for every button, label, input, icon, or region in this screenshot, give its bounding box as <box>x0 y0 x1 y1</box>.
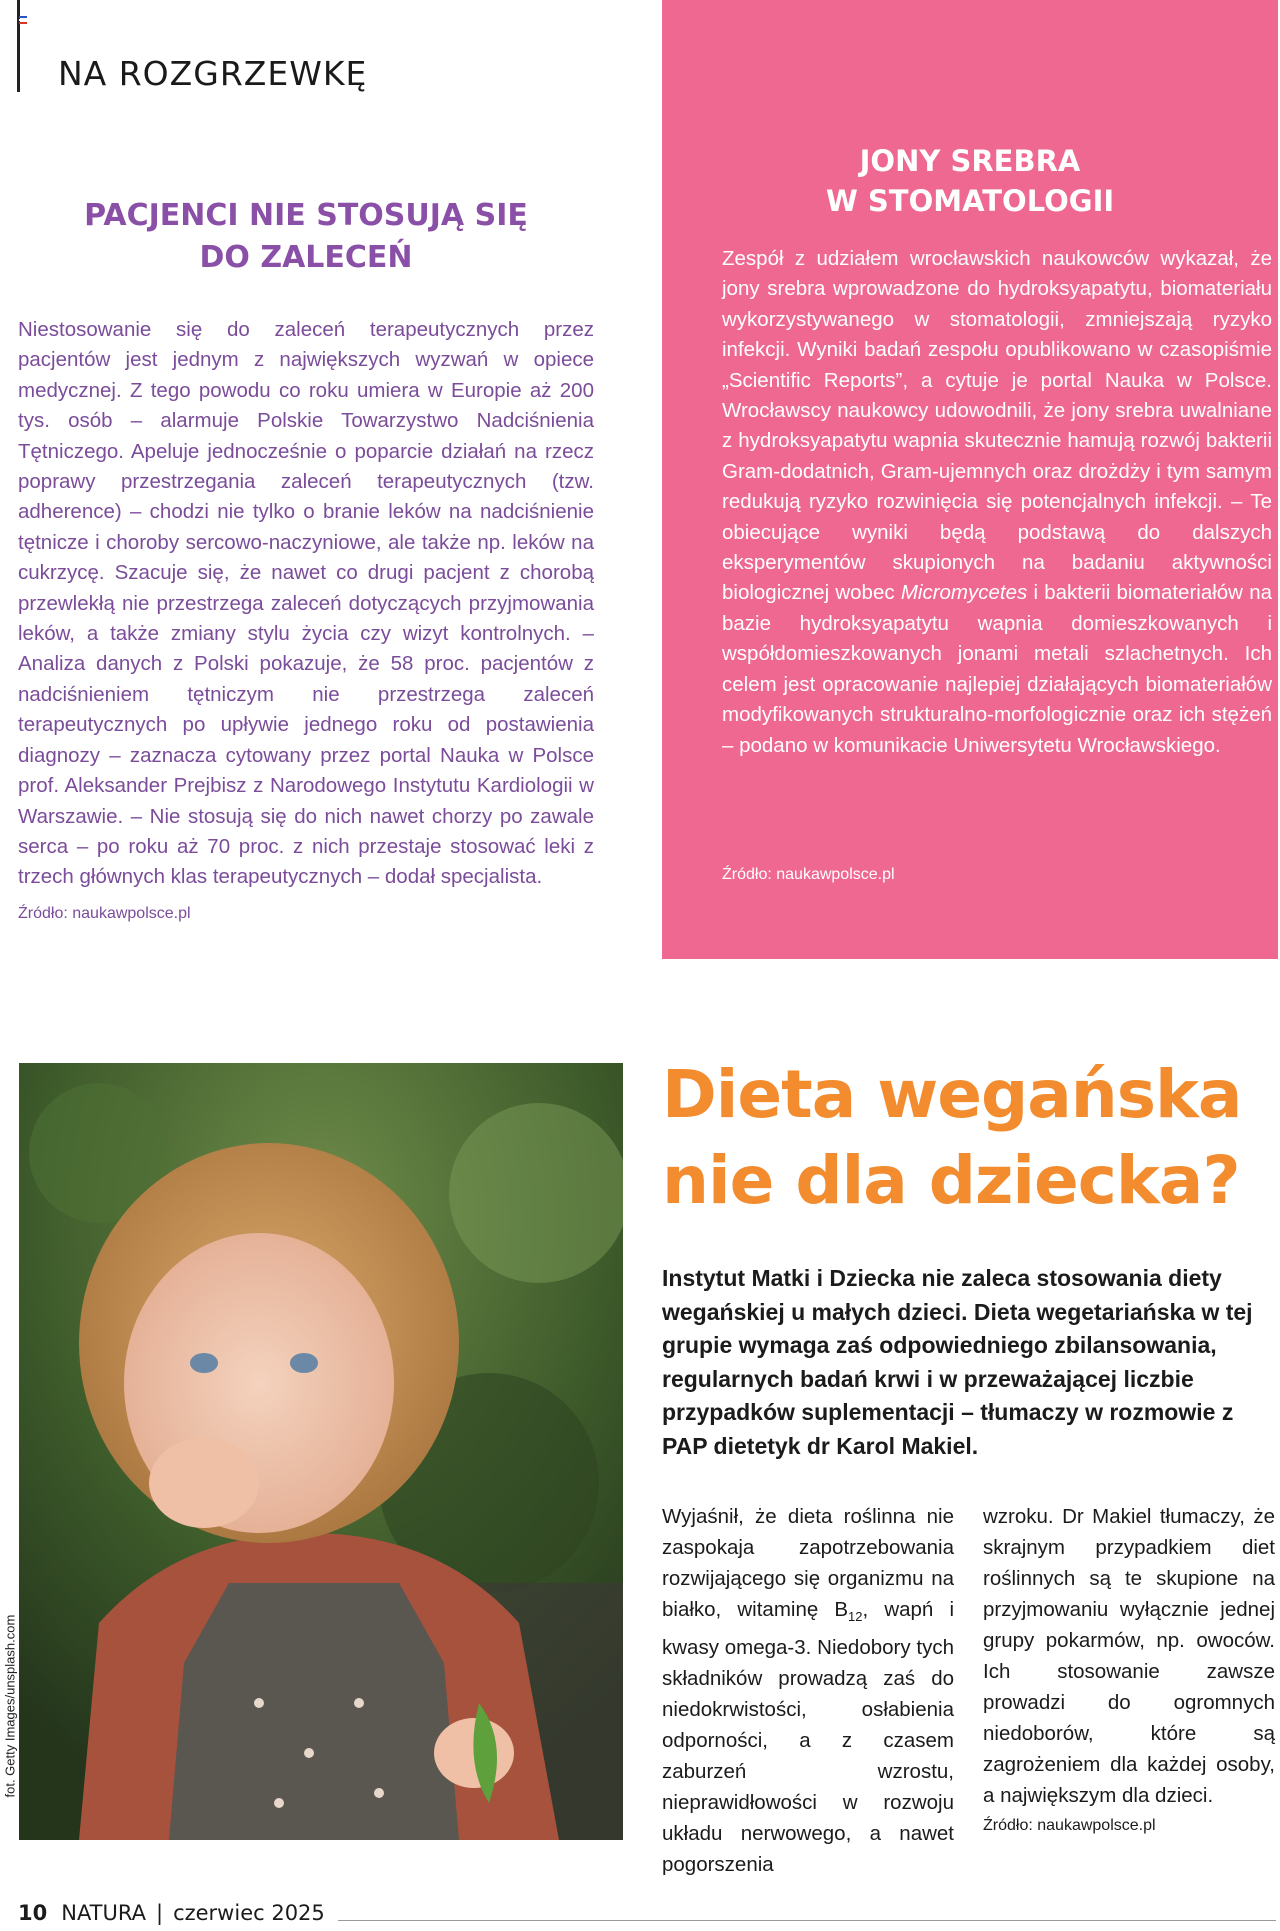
footer-separator: | <box>155 1901 164 1925</box>
child-photo <box>19 1063 623 1840</box>
article-body: Niestosowanie się do zaleceń terapeutycznych przez pacjentów jest jednym z największych wyzwań w opiece medycznej. Z tego powodu co roku umiera w Europie aż 200 tys. osób – alarmuje Polskie Towarzystwo Nadciśnienia Tętniczego. Apeluje jednocześnie o poparcie działań na rzecz poprawy przestrzegania zaleceń terapeutycznych (tzw. adherence) – chodzi nie tylko o branie leków na nadciśnienie tętnicze i choroby sercowo-naczyniowe, ale także np. leków na cukrzycę. Szacuje się, że nawet co drugi pacjent z chorobą przewlekłą nie przestrzega zaleceń dotyczących przyjmowania leków, a także zmiany stylu życia czy wizyt kontrolnych. – Analiza danych z Polski pokazuje, że 58 proc. pacjentów z nadciśnieniem tętniczym nie przestrzega zaleceń terapeutycznych po upływie jednego roku od postawienia diagnozy – zaznacza cytowany przez portal Nauka w Polsce prof. Aleksander Prejbisz z Narodowego Instytutu Kardiologii w Warszawie. – Nie stosują się do nich nawet chorzy po zawale serca – po roku aż 70 proc. z nich przestaje stosować leki z trzech głównych klas terapeutycznych – dodał specjalista. <box>18 318 594 889</box>
article-silver-ions <box>662 0 1278 959</box>
issue-date: czerwiec 2025 <box>173 1901 325 1925</box>
vegan-article-title: Dieta wegańska nie dla dziecka? <box>662 1056 1242 1219</box>
article-heading: PACJENCI NIE STOSUJĄ SIĘ DO ZALECEŃ <box>84 198 528 275</box>
vegan-article-lead: Instytut Matki i Dziecka nie zaleca stosowania diety wegańskiej u małych dzieci. Dieta wegetariańska w tej grupie wymaga zaś odpowiedniego zbilansowania, regularnych badań krwi i w przeważającej liczbie przypadków suplementacji – tłumaczy w rozmowie z PAP dietetyk dr Karol Makiel. <box>662 1265 1253 1459</box>
article-source: Źródło: naukawpolsce.pl <box>722 866 895 883</box>
flag-icon <box>19 16 27 26</box>
page-number: 10 <box>18 1901 48 1925</box>
vegan-article-column-1: Wyjaśnił, że dieta roślinna nie zaspokaja zapotrzebowania rozwijającego się organizmu na białko, witaminę $B_{12}$, wapń i kwasy omega-3. Niedobory tych składników prowadzą zaś do niedokrwistości, osłabienia odporności, a z czasem zaburzeń wzrostu, nieprawidłowości w rozwoju układu nerwowego, a nawet pogorszenia <box>662 1505 954 1877</box>
article-patients <box>18 195 594 923</box>
vegan-article-source: Źródło: naukawpolsce.pl <box>983 1817 1156 1834</box>
magazine-name: NATURA <box>61 1901 146 1925</box>
section-title: NA ROZGRZEWKĘ <box>58 54 368 93</box>
article-heading: JONY SREBRA W STOMATOLOGII <box>825 144 1115 218</box>
article-body: Zespół z udziałem wrocławskich naukowców wykazał, że jony srebra wprowadzone do hydroksyapatytu, biomateriału wykorzystywanego w stomatologii, zmniejszają ryzyko infekcji. Wyniki badań zespołu opublikowano w czasopiśmie „Scientific Reports”, a cytuje je portal Nauka w Polsce. Wrocławscy naukowcy udowodnili, że jony srebra uwalniane z hydroksyapatytu wapnia skutecznie hamują rozwój bakterii Gram-dodatnich, Gram-ujemnych oraz drożdży i tym samym redukują ryzyko rozwinięcia się potencjalnych infekcji. – Te obiecujące wyniki będą podstawą do dalszych eksperymentów skupionych na badaniu aktywności biologicznej wobec Micromycetes i bakterii biomateriałów na bazie hydroksyapatytu wapnia domieszkowanych i współdomieszkowanych jonami metali szlachetnych. Ich celem jest opracowanie najlepiej działających biomateriałów modyfikowanych strukturalno-morfologicznie oraz ich stężeń – podano w komunikacie Uniwersytetu Wrocławskiego. <box>722 247 1272 757</box>
article-source: Źródło: naukawpolsce.pl <box>18 904 191 922</box>
photo-credit: fot. Getty Images/unsplash.com <box>2 1614 18 1798</box>
vegan-article-column-2: wzroku. Dr Makiel tłumaczy, że skrajnym przypadkiem diet roślinnych są te skupione na przyjmowaniu wyłącznie jednej grupy pokarmów, np. owoców. Ich stosowanie zawsze prowadzi do ogromnych niedoborów, które są zagrożeniem dla każdej osoby, a największym dla dzieci. <box>983 1505 1275 1807</box>
footer-rule <box>338 1920 1276 1921</box>
page-footer <box>18 1901 325 1925</box>
section-marker <box>17 0 20 92</box>
